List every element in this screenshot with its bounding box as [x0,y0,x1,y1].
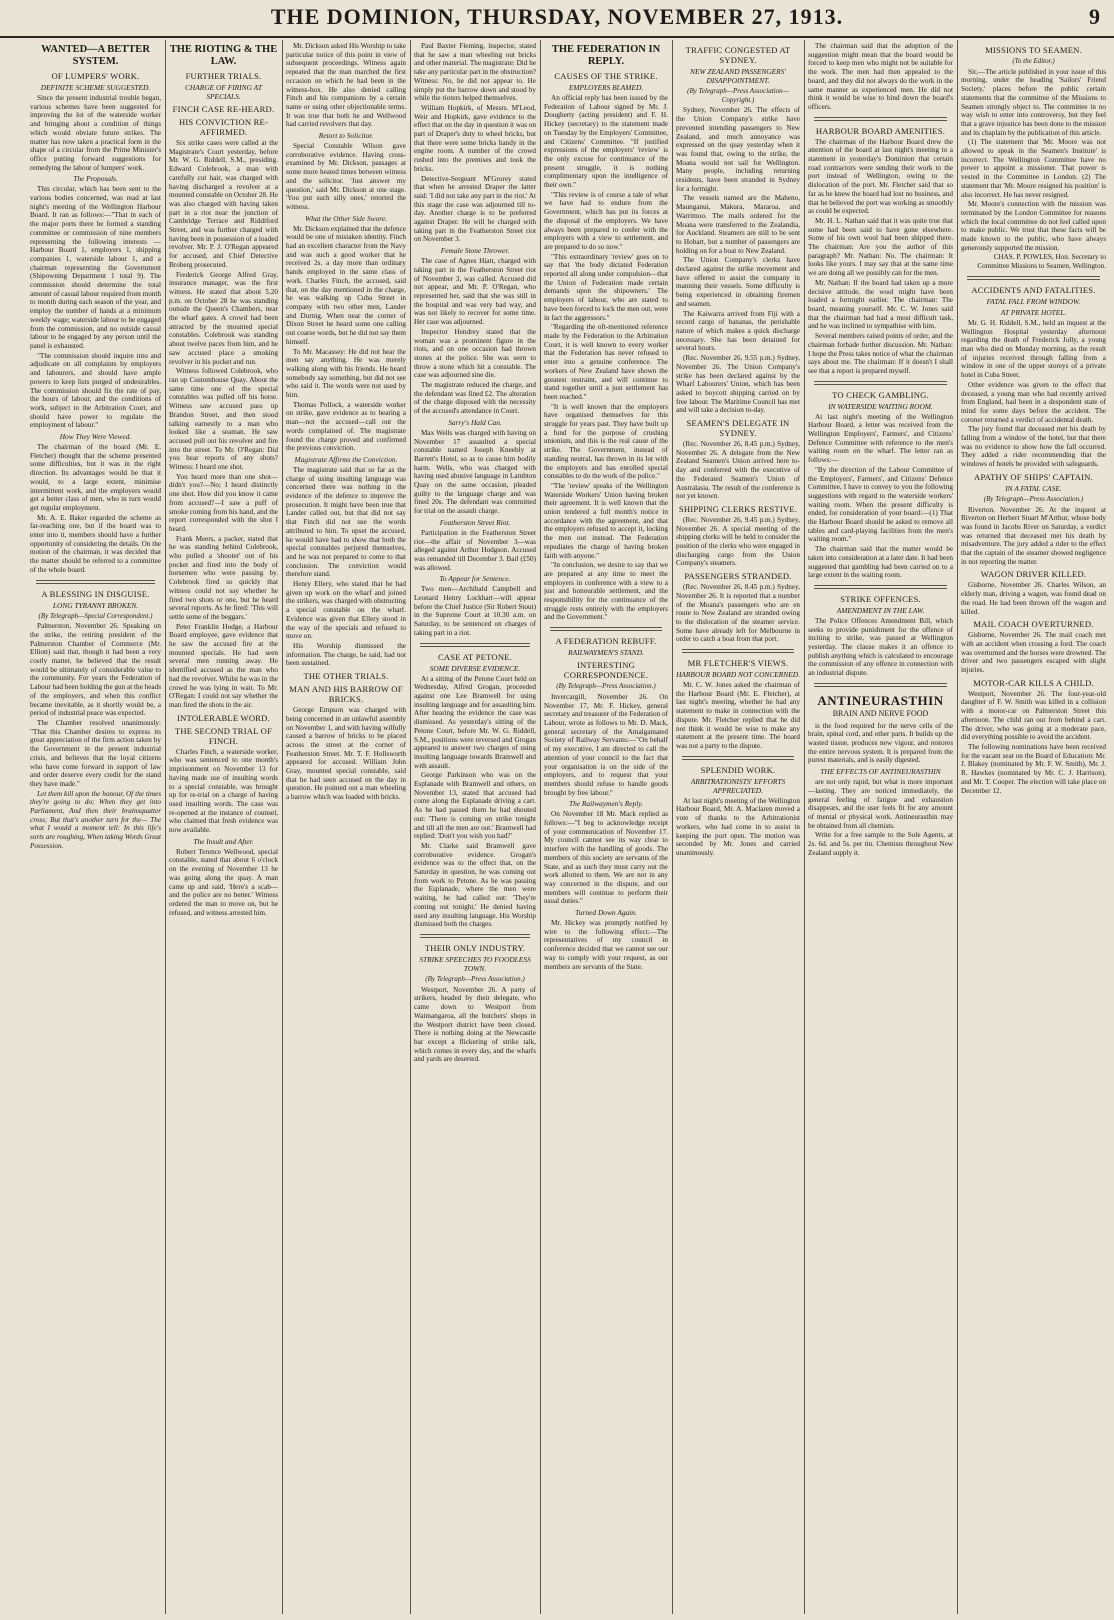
article-paragraph: Thomas Pollock, a waterside worker on strike, gave evidence as to hearing a man—not the accused—call out the words complained of. The magistrate found the charge proved and confirmed the previous conviction. [286,400,406,453]
article-paragraph: Gisborne, November 26. The mail coach met with an accident when crossing a ford. The coach was overturned and the horses were drowned. The driver and two passengers escaped with slight injuries. [961,631,1106,675]
article-paragraph: Max Wells was charged with having on November 17 assaulted a special constable named Joseph Kneebly at Barrett's Hotel, so as to cause him bodily harm. Wells, who was charged with having used abusive language in Lambton Quay on the same occasion, pleaded guilty to the language charge and was fined 20s. The defendant was committed for trial on the assault charge. [414,428,536,516]
article-headline: SHIPPING CLERKS RESTIVE. [678,503,798,514]
article-paragraph: "It is well known that the employers have organised themselves for this struggle for years past. They have built up a fund for the purpose of crushing unionism, and this is the real cause of the strike. The Government, instead of standing neutral, has thrown in its lot with the employers and has enrolled special constables to do the work of the police." [544,402,668,481]
article-paragraph: Mr. Hickey was promptly notified by wire to the following effect:—The representatives of my council in conference decided that we cannot see our way to comply with your request, as our members are servants of the State. [544,919,668,971]
article-paragraph: Mr. Nathan: If the board had taken up a more decisive attitude, the wool might have been loaded a fortnight earlier. The chairman: The board, meaning yourself. Mr. C. W. Jones said that the chairman had had a most difficult task, and he was inclined to sympathise with him. [808,278,953,331]
article-paragraph: The chairman of the board (Mr. E. Fletcher) thought that the scheme presented some difficulties, but it was in the right direction. Its advantages would be that it would, to a large extent, minimise intermittent work, and the employers would get a better class of men, who in turn would get regular employment. [30,443,161,512]
section-heading: FINCH CASE RE-HEARD. [172,104,275,114]
article-paragraph: (Rec. November 26, 8.45 p.m.) Sydney, November 26. It is reported that a number of the Moana's passengers who are en route to New Zealand are stranded owing to the dislocation of the steamer service. Some have already left for Melbourne in order to catch a boat from that port. [676,583,800,644]
article-paragraph: "This review is of course a tale of what we have had to endure from the Government, which has put its forces at the disposal of the employers. We have always been prepared to confer with the employers with a view to settlement, and are prepared to do so now." [544,190,668,251]
article-paragraph: At last night's meeting of the Wellington Harbour Board, a letter was received from the Wellington Employers', Farmers', and Citizens' Defence Committee with reference to the men's waiting room on the wharf. The letter ran as follows:— [808,412,953,465]
article-headline: A BLESSING IN DISGUISE. [41,588,150,599]
article-paragraph: The Kaiwarra arrived from Fiji with a record cargo of bananas, the perishable nature of which makes a quick discharge necessary. She has been detained for several hours. [676,309,800,353]
section-heading: How They Were Viewed. [59,432,132,442]
byline: (By Telegraph—Press Association—Copyright.) [687,87,789,104]
article-divider [682,649,794,653]
article-paragraph: Mr. C. W. Jones asked the chairman of the Harbour Board (Mr. E. Fletcher), at last night's meeting, whether he had any statement to make in connection with the dispute. Mr. Fletcher replied that he did not think it would be wise to make any statement at the present time. The board was not a party to the dispute. [676,681,800,750]
column-rule [540,40,541,1614]
article-subhead: AT PRIVATE HOTEL. [1000,307,1067,317]
section-heading: Magistrate Affirms the Conviction. [294,454,398,464]
article-paragraph: Two men—Archibald Campbell and Leonard Henry Lockhart—will appear before the Chief Justice (Sir Robert Stout) in the Supreme Court at 10.30 a.m. on Saturday, to be sentenced on charges of taking part in a riot. [414,585,536,637]
article-paragraph: Peter Franklin Hodge, a Harbour Board employee, gave evidence that he saw the accused fire at the mounted specials. He had seen several men running away. He identified accused as the man who had the revolver. Whilst he was in the crowd he was lying in wait. To Mr. O'Regan: I could not say whether the man fired the shots in the air. [169,622,278,709]
section-heading: What the Other Side Swore. [304,213,388,223]
column-4 [414,42,536,1612]
page-number: 9 [1089,4,1100,29]
article-subhead: INTERESTING CORRESPONDENCE. [563,660,649,681]
article-deck: CHARGE OF FIRING AT SPECIALS. [185,83,262,101]
section-heading: HIS CONVICTION RE-AFFIRMED. [178,117,269,137]
article-paragraph: Robert Terence Wellwood, special constable, stated that about 6 o'clock on the evening of November 13 he was going along the quay. A man came up and said, 'Here's a scab—and the police are no better.' Witness ordered the man to move on, but he refused, and witness arrested him. [169,847,278,917]
article-paragraph: The vessels named are the Maheno, Maunganui, Makura, Mararoa, and Warrimoo. The mails ordered for the Moana were transferred to the Zealandia, for Auckland. Steamers are still to be sent to Hobart, but a number of passengers are holding on for a boat to New Zealand. [676,194,800,255]
article-paragraph: Westport, November 26. The four-year-old daughter of F. W. Smith was killed in a collision with a motor-car on Palmerston Street this afternoon. The child ran out from behind a cart. The driver, who was going at a moderate pace, did everything possible to avoid the accident. [961,689,1106,742]
article-paragraph: Mr. Dickson asked His Worship to take particular notice of this point in view of subsequent proceedings. Witness again repeated that the man marched the first occasion on which he had been in the witness-box. He also denied calling Finch and his companions by a certain name or using other objectionable terms. It was true that both he and Wellwood had carried revolvers that day. [286,42,406,129]
article-paragraph: Mr. A. E. Baker regarded the scheme as far-reaching one, but if the board was to enter into it, members should have a further opportunity of considering the details. On the motion of the chairman, it was decided that the matter should be referred to a committee of the whole board. [30,513,161,574]
article-headline: THE FEDERATION IN REPLY. [551,44,661,67]
article-headline: APATHY OF SHIPS' CAPTAIN. [974,471,1093,482]
article-divider [967,276,1100,280]
letter-signature: CHAS. P. POWLES, Hon. Secretary to Committee Missions to Seamen, Wellington. [977,253,1106,271]
byline: (By Telegraph—Special Correspondent.) [38,611,153,620]
section-heading: Retort to Solicitor. [318,131,374,141]
article-deck: IN A FATAL CASE. [1005,483,1062,493]
article-paragraph: An official reply has been issued by the Federation of Labour signed by Mr. J. Dougherty (acting president) and F. H. Hickey (secretary) to the statement made on Tuesday by the Employers' Committee, and Citizens' Committee. "If justified expressions of the employers' 'review' is the only excuse for continuance of the present struggle, it is nothing complimentary upon the intelligence of their own." [544,94,668,190]
article-paragraph: Henry Ellery, who stated that he had given up work on the wharf and joined the strikers, was charged with obstructing a special constable on the wharf. Evidence was given that Ellery stood in the way of the specials and refused to move on. [286,580,406,641]
column-6 [676,42,800,1612]
article-paragraph: Palmerston, November 26. Speaking on the strike, the retiring president of the Palmerston Chamber of Commerce (Mr. Elliott) said that, though it had been a very costly matter, he believed that the result would be ultimately of considerable value to the community. For years the Federation of Labour had been holding the gun at the heads of the employers, and when this conflict became inevitable, as it shortly would be, a period of industrial peace was expected. [30,622,161,718]
article-paragraph: Charles Finch, a waterside worker, who was sentenced to one month's imprisonment on November 13 for having made use of insulting words to a special constable, was brought up for re-trial on a charge of having used insulting words. The case was re-opened at the instance of counsel, who claimed that fresh evidence was now available. [169,747,278,835]
article-headline: MR FLETCHER'S VIEWS. [687,658,789,669]
article-paragraph: (1) The statement that 'Mr. Moore was not allowed to speak in the Seamen's Institute' is incorrect. The Wellington Committee have no power to appoint a missioner. That power is vested in the Committee in London. (2) The statement that 'Mr. Moore resigned his position' is also incorrect. He has never resigned. [961,138,1106,199]
article-paragraph: "The 'review' speaks of the Wellington Waterside Workers' Union having broken their agreement. It is well known that the union tendered a full month's notice in accordance with the agreement, and that the employers refused to accept it, locking the men out instead. The Federation repudiates the charge of having broken faith with anyone." [544,481,668,560]
section-heading: THE OTHER TRIALS. [303,671,389,682]
article-paragraph: The jury found that deceased met his death by falling from a window of the hotel, but that there was no evidence to show how the fall occurred. They added a rider recommending that the windows of hotels be provided with safeguards. [961,425,1106,469]
article-headline: PASSENGERS STRANDED. [684,571,792,582]
section-heading: Sarry's Hald Can. [448,417,502,427]
section-heading: Featherston Street Riot. [439,517,511,527]
article-deck: HARBOUR BOARD NOT CONCERNED. [676,670,800,680]
advertisement-deck: THE EFFECTS OF ANTINEURASTHIN [820,767,941,777]
article-paragraph: "In conclusion, we desire to say that we are prepared at any time to meet the employers in conference with a view to a just and honourable settlement, and the responsibility for the continuance of the struggle rests entirely with the employers and the Government." [544,561,668,622]
advertisement-paragraph: Write for a free sample to the Sole Agents, at 2s. 6d. and 5s. per tin. Chemists throughout New Zealand supply it. [808,831,953,857]
article-divider [814,683,947,687]
article-paragraph: Inspector Hendrey stated that the woman was a prominent figure in the riots, and on one occasion had thrown stones at the police. She was seen to throw a stone which hit a constable. The case was adjourned sine die. [414,327,536,380]
article-paragraph: His Worship dismissed the information. The charge, he said, had not been sustained. [286,642,406,668]
column-rule [282,40,283,1614]
article-divider [420,643,530,647]
article-paragraph: "This extraordinary 'review' goes on to say that 'the body dictated Federation reported all along under compulsion—that the Union of Federation made certain demands upon the shipowners.' The employers of labour, who are stated to have been forced to lock the men out, were in fact the aggressors." [544,252,668,322]
article-paragraph: Participation in the Featherston Street riot—the affair of November 3—was alleged against Arthur Hodgson. Accused was remanded till December 3. Bail (£50) was allowed. [414,528,536,572]
article-paragraph: The Chamber resolved unanimously: "That this Chamber desires to express its great appreciation of the firm action taken by the Government in the present industrial crisis, and believes that the loyal citizens who have come forward in support of law and order deserve every credit for the stand they have made." [30,719,161,788]
column-rule [410,40,411,1614]
article-headline: TO CHECK GAMBLING. [832,389,929,400]
column-rule [672,40,673,1614]
article-paragraph: (Rec. November 26, 9.55 p.m.) Sydney, November 26. The Union Company's strike has been declared against by the Wharf Labourers' Union, which has been asked to boycott shipping carried on by free labour. The Maritime Council has met and will take a decision to-day. [676,354,800,415]
article-paragraph: "By the direction of the Labour Committee of the Employers', Farmers', and Citizens' Defence Committee, I have to convey to you the following suggestions with regard to the waterside workers' waiting room. When the present difficulty is ended, for consideration of your board:—(1) That the Harbour Board should be asked to remove all tables and card-playing facilities from the men's waiting room." [808,465,953,544]
article-deck: EMPLOYERS BLAMED. [568,83,644,92]
column-1 [30,42,161,1612]
article-headline: TRAFFIC CONGESTED AT SYDNEY. [685,45,791,65]
article-paragraph: Frederick George Alfred Gray, insurance manager, was the first witness. He stated that about 5.20 p.m. on October 28 he was standing outside the Queen's Chambers, near the wharf gates. A crowd had been attracted by the mounted special constables. Colebrook was standing about twelve paces from him, and he saw accused place a smoking revolver in his pocket and run. [169,270,278,366]
article-deck: LONG TYRANNY BROKEN. [52,600,139,610]
article-paragraph: Mr. Moore's connection with the mission was terminated by the London Committee for reasons which the local committee do not feel called upon to make public. We trust that these facts will be made known to the public, who have always generously supported the mission. [961,200,1106,252]
article-paragraph: The case of Agnes Hiatt, charged with taking part in the Featherston Street riot of November 3, was called. Accused did not appear, and Mr. P. O'Regan, who represented her, said that she was still in the hospital and was very bad way, and was not likely to recover for some time. Her case was adjourned. [414,257,536,327]
article-paragraph: Special Constable Wilson gave corroborative evidence. Having cross-examined by Mr. Dickson, passages at some more heated times between witness and the solicitor. 'Just answer my question,' said Mr. Dickson at one stage. 'You put such silly ones,' retorted the witness. [286,142,406,211]
column-7 [808,42,953,1612]
article-deck: AMENDMENT IN THE LAW. [836,605,925,615]
masthead-title: THE DOMINION, THURSDAY, NOVEMBER 27, 1913. [270,4,844,29]
letter-salutation: (To the Editor.) [1012,57,1055,65]
column-rule [804,40,805,1614]
article-paragraph: "Regarding the oft-mentioned reference made by the Federation to the Arbitration Court, it is well known to every worker that the Federation has never refused to enter into a genuine conference. The workers of New Zealand have shown the greatest restraint, and will continue to stand together until a just settlement has been reached." [544,323,668,401]
article-paragraph: This circular, which has been sent to the various bodies concerned, was read at last night's meeting of the Wellington Harbour Board. It ran as follows:—"That in each of the major ports there be formed a standing committee or commission of nine members representing the following interests — Harbour Board 1, employers 1, shipping companies 1, waterside labour 1, and a chairman representing the Government (Shipowning Department 1 total 9). The commission should determine the total amount of casual labour required from month to month during each season of the year, and employ the number of hands at a minimum weekly wage; waterside labour to be engaged from the commission, and no outside casual labour to be engaged by any person until the panel is exhausted. [30,185,161,350]
section-heading: The Railwaymen's Reply. [568,799,644,809]
article-paragraph: Several members raised points of order, and the chairman forbade further discussion. Mr. Nathan: I hope the Press takes notice of what the chairman says about me. The chairman: If it doesn't I shall see that a report is prepared myself. [808,332,953,375]
article-paragraph: Detective-Sergeant M'Grorey stated that when he arrested Draper the latter said: 'I did not take any part in the riot.' At this stage the case was adjourned till to-day. Another charge is to be preferred against Draper. He will be charged with taking part in the Featherston Street riot on November 3. [414,174,536,244]
article-divider [420,934,530,938]
article-paragraph: Six strike cases were called at the Magistrate's Court yesterday, before Mr. W. G. Riddell, S.M., presiding. Edward Colebrook, a man with carefully cut hair, was charged with having discharged a revolver at a mounted constable on October 28. He was also charged with having taken part in a riot near the junction of Cambridge Terrace and Riddiford Street, and was further charged with having been in possession of a loaded revolver. Mr. P. J. O'Regan appeared for accused, and Chief Detective Broberg prosecuted. [169,139,278,269]
article-paragraph: At a sitting of the Petone Court held on Wednesday, Alfred Grogan, proceeded against one Lee Bramwell for using insulting language and for assaulting him. After hearing the evidence the case was dismissed. As yesterday's sitting of the Petone Court, before Mr. W. G. Riddell, S.M., positions were reversed and Grogan appeared to answer two charges of using insulting language towards Bramwell and with assault. [414,674,536,770]
article-subhead: OF LUMPERS' WORK. [51,71,140,81]
article-paragraph: Sir,—The article published in your issue of this morning, under the heading 'Sailors' Friend Society,' places before the public certain statements that the committee of the Missions to Seamen strongly object to. The committee in no way wish to enter into controversy, but they feel that a grave injustice has been done to the mission and its chaplain by the publication of this article. [961,67,1106,137]
article-headline: SEAMEN'S DELEGATE IN SYDNEY. [686,418,790,439]
article-paragraph: Witness followed Colebrook, who ran up Customhouse Quay. About the same time one of the special constables was pulled off his horse. Witness saw accused pass up Brandon Street, and then stood talking earnestly to a man who looked like a seaman. He saw accused pull out his revolver and fire into the street. To Mr. O'Regan: Did you hear reports of any shots? Witness: I heard one shot. [169,367,278,472]
article-divider [550,627,662,631]
column-3 [286,42,406,1612]
article-deck: ARBITRATIONISTS' EFFORTS APPRECIATED. [690,776,786,795]
article-deck: SOME DIVERSE EVIDENCE. [429,663,521,673]
article-paragraph: The magistrate reduced the charge, and the defendant was fined £2. The alteration of the charge disposed with the necessity of the accused's attendance in Court. [414,381,536,416]
column-rule [957,40,958,1614]
masthead [0,0,1114,38]
section-heading: Female Stone Thrower. [440,246,510,256]
article-headline: ACCIDENTS AND FATALITIES. [971,284,1096,295]
byline: (By Telegraph—Press Association.) [556,682,656,691]
article-headline: MAIL COACH OVERTURNED. [973,619,1094,630]
article-paragraph: Other evidence was given to the effect that deceased, a young man who had recently arrived from England, had been in a despondent state of mind for some days before the accident. The coroner returned a verdict of accidental death. [961,380,1106,424]
article-divider [36,580,155,584]
advertisement-paragraph: are not only rapid, but what is more important—lasting. They are noticed immediately, the general feeling of fatigue and exhaustion disappears, and the user feels fit for any amount of mental or physical work. Antineurasthin may be obtained from all chemists. [808,778,953,830]
article-deck: FATAL FALL FROM WINDOW. [986,296,1081,306]
article-paragraph: (Rec. November 26, 8.45 p.m.) Sydney, November 26. A delegate from the New Zealand Seamen's Union arrived here to-day and conferred with the executive of the Federated Seamen's Union of Australasia. The result of the conference is not yet known. [676,440,800,501]
article-headline: MOTOR-CAR KILLS A CHILD. [973,677,1094,688]
column-2 [169,42,278,1612]
article-paragraph: George Parkinson who was on the Esplanade with Bramwell and others, on November 13, stated that accused had come along the Esplanade driving a cart. As he had passed them he had shouted out: 'There is coming on strike tonight and till all the men are out.' Bramwell had replied: 'Don't you wish you had?' [414,771,536,841]
verse: Let them kill upon the honour, Of the times they're going to do; When they get into Parliament, And then their brainsquatter cross; But that's another turn for the— The what I would a moment tell: In this life's sorts are roughing, When taking Words Great Possession. [30,789,161,850]
article-paragraph: Sydney, November 26. The effects of the Union Company's strike have prevented intending passengers to New Zealand, and much annoyance was expressed on the quay yesterday when it was found that, owing to the strike, the Moana would not sail for Wellington. Many people, including returning residents, have been stranded in Sydney for a fortnight. [676,106,800,193]
article-deck: IN WATERSIDE WAITING ROOM. [828,401,933,411]
column-8 [961,42,1106,1612]
byline: (By Telegraph—Press Association.) [983,494,1084,503]
article-paragraph: Since the present industrial trouble began, various schemes have been suggested for improving the lot of the waterside worker and bringing about a condition of things which would obviate future strikes. The matter has now taken a practical form in the shape of a circular from the Prime Minister's office putting forward suggestions for remedying the labour of lumpers' work. [30,94,161,172]
article-headline: SPLENDID WORK. [700,764,776,775]
article-paragraph: Gisborne, November 26. Charles Wilson, an elderly man, driving a wagon, was found dead on the road. He had been thrown off the wagon and killed. [961,581,1106,616]
article-paragraph: The Union Company's clerks have declared against the strike movement and have offered to assist the company in manning their vessels. Some difficulty is being experienced in obtaining firemen and seamen. [676,256,800,308]
article-paragraph: Paul Baxter Fleming, inspector, stated that he saw a man wheeling out bricks and other material. The magistrate: Did he take any particular part in the obstruction? Witness: No, he did not appear to. He simply put the barrow down and stood by while the rioters helped themselves. [414,42,536,103]
article-paragraph: Frank Meers, a packer, stated that he was standing behind Colebrook, who pulled a 'shooter' out of his pocket and fired into the body of horsemen who were passing by. Colebrook fired so quickly that witness could not say whether he fired two shots or one, but he heard several reports. As he fired: 'This will settle some of the beggars.' [169,534,278,621]
section-heading: To Appear for Sentence. [439,574,511,584]
article-paragraph: George Empson was charged with being concerned in an unlawful assembly on November 1, and with having wilfully caused a barrow of bricks to be placed across the street at the corner of Featherston Street. Mr. T. F. Hollsworth appeared for accused. William John Gray, mounted special constable, said that he had seen accused on the day in question. He pointed out a man wheeling a barrow which was loaded with bricks. [286,706,406,802]
column-rule [165,40,166,1614]
article-paragraph: The Police Offences Amendment Bill, which seeks to provide punishment for the offence of inciting to strike, was passed at Wellington yesterday. The clause makes it an offence to publish anything which is calculated to encourage the commission of any offence in connection with an industrial dispute. [808,616,953,678]
article-paragraph: Riverton, November 26. At the inquest at Riverton on Herbert Stuart M'Arthur, whose body was found in Jacobs River on Saturday, a verdict was returned that deceased met his death by misadventure. The jury added a rider to the effect that the captain of the steamer showed negligence in not reporting the matter. [961,505,1106,566]
section-heading: Turned Down Again. [575,908,637,918]
article-paragraph: Mr. G. H. Riddell, S.M., held an inquest at the Wellington Hospital yesterday afternoon regarding the death of Frederick Jolly, a young man who died on Monday morning, as the result of injuries received through falling from a window in one of the upper storeys of a private hotel in Cuba Street. [961,318,1106,380]
article-headline: WANTED—A BETTER SYSTEM. [41,44,150,67]
byline: (By Telegraph—Press Association.) [425,974,525,983]
article-paragraph: (Rec. November 26, 9.45 p.m.) Sydney, November 26. A special meeting of the shipping clerks will be held to consider the position of the clerks who were engaged in discharging cargo from the Union Company's steamers. [676,515,800,568]
article-paragraph: The following nominations have been received for the vacant seat on the Board of Education: Mr. J. Blakey (nominated by Mr. F. W. Smith), Mr. J. R. Hawkes (nominated by Mr. C. J. Harrison), and Mr. T. Cooper. The election will take place on December 12. [961,743,1106,795]
article-paragraph: William Hopkirk, of Messrs. M'Leod, Weir and Hopkirk, gave evidence to the effect that on the day in question it was on part of Draper's duty to wheel bricks, but that there were some bricks handy in the engine room. A number of the crowd rushed into the premises and took the bricks. [414,103,536,173]
article-deck: STRIKE SPEECHES TO FOODLESS TOWN. [419,954,531,973]
article-paragraph: The magistrate said that so far as the charge of using insulting language was concerned there was nothing in the evidence of the defence to improve the prosecution. It might have been true that Lander called out, but that did not say that Finch did not use the words attributed to him. To upset the accused, he would have had to show that both the special constables perjured themselves, and he was not prepared to come to that conclusion. The conviction would therefore stand. [286,465,406,579]
article-paragraph: On November 18 Mr. Mack replied as follows:—"I beg to acknowledge receipt of your communication of November 17. My council cannot see its way clear to interfere with the handling of goods. The members of this society are servants of the State, and as such they must carry out the work allotted to them. We are not in any way concerned in the dispute, and our members will continue to perform their usual duties." [544,810,668,906]
article-headline: STRIKE OFFENCES. [840,593,921,604]
section-heading: INTOLERABLE WORD. [177,712,270,723]
advertisement-title: ANTINEURASTHIN [817,692,944,708]
article-paragraph: You heard more than one shot—didn't you?—No; I heard distinctly one shot. How did you know it came from accused?—I saw a puff of smoke coming from his hand, and the report corresponded with the shot I heard. [169,472,278,533]
article-divider [814,585,947,589]
article-divider [814,381,947,385]
article-headline: THE RIOTING & THE LAW. [169,44,278,67]
article-deck: DEFINITE SCHEME SUGGESTED. [40,83,151,92]
article-paragraph: Westport, November 26. A party of strikers, headed by their delegate, who came down to Westport from Waimangaroa, all the butchers' shops in the Westport district have been closed. There is nothing doing at the Newcastle bar except a flickering of strike talk, which comes in every day, and the wharfs and yards are deserted. [414,985,536,1064]
article-paragraph: Mr. H. L. Nathan said that it was quite true that some had been said to have gone elsewhere. Some of his own wool had been shipped there. The chairman: Are you the author of this paragraph? Mr. Nathan: No. The chairman: It looks like yours. I may say that at the same time we are doing all we possibly can for the men. [808,216,953,278]
article-paragraph: Mr. Dickson explained that the defence would be one of mistaken identity. Finch had an excellent character from the Navy and was such a good worker that he received 2s. a day more than ordinary hands employed in the same class of work. Charles Finch, the accused, said that, on the day mentioned in the charge, he was walking up Cuba Street in company with two other men, Lander and Durnig. When near the corner of Dixon Street he heard some one calling out coarse words, but he did not say them himself. [286,224,406,346]
section-heading: The Insult and After. [193,836,254,846]
article-headline: A FEDERATION REBUFF. [555,636,657,647]
article-paragraph: "The commission should inquire into and adjudicate on all complaints by employers and labourers, and should have ample powers to keep lists purged of undesirables. The commission should fix the rate of pay, the hours of labour, and the conditions of work, subject to the Arbitration Court, and should have power to regulate the employment of labour." [30,351,161,430]
article-headline: HARBOUR BOARD AMENITIES. [815,125,946,136]
article-paragraph: The chairman said that the adoption of the suggestion might mean that the board would be forced to keep men who might not be suitable for the work. The men had then appealed to the board, and they did not always do the work in the same manner as experienced men. He did not think it would be wise to bind down the board's officers. [808,42,953,111]
article-deck: NEW ZEALAND PASSENGERS' DISAPPOINTMENT. [690,67,786,85]
article-divider [814,117,947,121]
article-headline: WAGON DRIVER KILLED. [980,569,1087,580]
section-heading: MAN AND HIS BARROW OF BRICKS. [289,684,403,705]
article-deck: RAILWAYMEN'S STAND. [568,648,644,658]
article-paragraph: Invercargill, November 26. On November 17, Mr. F. Hickey, general secretary and treasurer of the Federation of Labour, wrote as follows to Mr. D. Mack, general secretary of the Amalgamated Society of Railway Servants:—"On behalf of my executive, I am directed to call the attention of your council to the fact that your organisation is on the side of the employers, and to request that your members should refuse to handle goods brought by free labour." [544,692,668,797]
article-subhead: CAUSES OF THE STRIKE. [554,71,658,81]
article-headline: MISSIONS TO SEAMEN. [985,45,1082,55]
column-5 [544,42,668,1612]
article-paragraph: The chairman of the Harbour Board drew the attention of the board at last night's meeting to a statement in yesterday's Dominion that certain road contractors were sending their work to the port instead of Wellington, owing to the dislocation of the port. Mr. Fletcher said that so far as he knew the board had lost no business, and that he believed the port was working as smoothly as could be expected. [808,137,953,216]
article-subhead: FURTHER TRIALS. [185,71,262,81]
section-heading: THE SECOND TRIAL OF FINCH. [174,725,273,746]
article-headline: THEIR ONLY INDUSTRY. [424,942,526,953]
article-paragraph: At last night's meeting of the Wellington Harbour Board, Mr. A. Maclaren moved a vote of thanks to the Arbitrationist workers, who had come in to assist in keeping the port open. The motion was seconded by Mr. Jones and carried unanimously. [676,796,800,857]
article-paragraph: Mr. Clarke said Bramwell gave corroborative evidence. Grogan's evidence was to the effect that, on the Saturday in question, he was coming out from work to Petone. As he was passing the Esplanade, where the men were waiting, he had called out: 'They're coming out tonight.' He denied having used any insulting language. His Worship dismissed both the charges. [414,841,536,929]
article-paragraph: The chairman said that the matter would be taken into consideration at a later date. It had been suggested that gambling had been carried on to a large extent in the waiting room. [808,545,953,580]
article-divider [682,756,794,760]
article-headline: CASE AT PETONE. [437,651,513,662]
advertisement-subtitle: BRAIN AND NERVE FOOD [832,708,929,718]
section-heading: The Proposals. [73,174,118,184]
article-paragraph: To Mr. Macassey: He did not hear the men say anything. He was merely walking along with his friends. He heard somebody say something, but did not see who said it. The words were not used by him. [286,347,406,400]
advertisement-paragraph: is the food required for the nerve cells of the brain, spinal cord, and other parts. It builds up the wasted tissue, produces new vigour, and restores the entire nervous system. It is prepared from the purest materials, and is easily digested. [808,721,953,765]
